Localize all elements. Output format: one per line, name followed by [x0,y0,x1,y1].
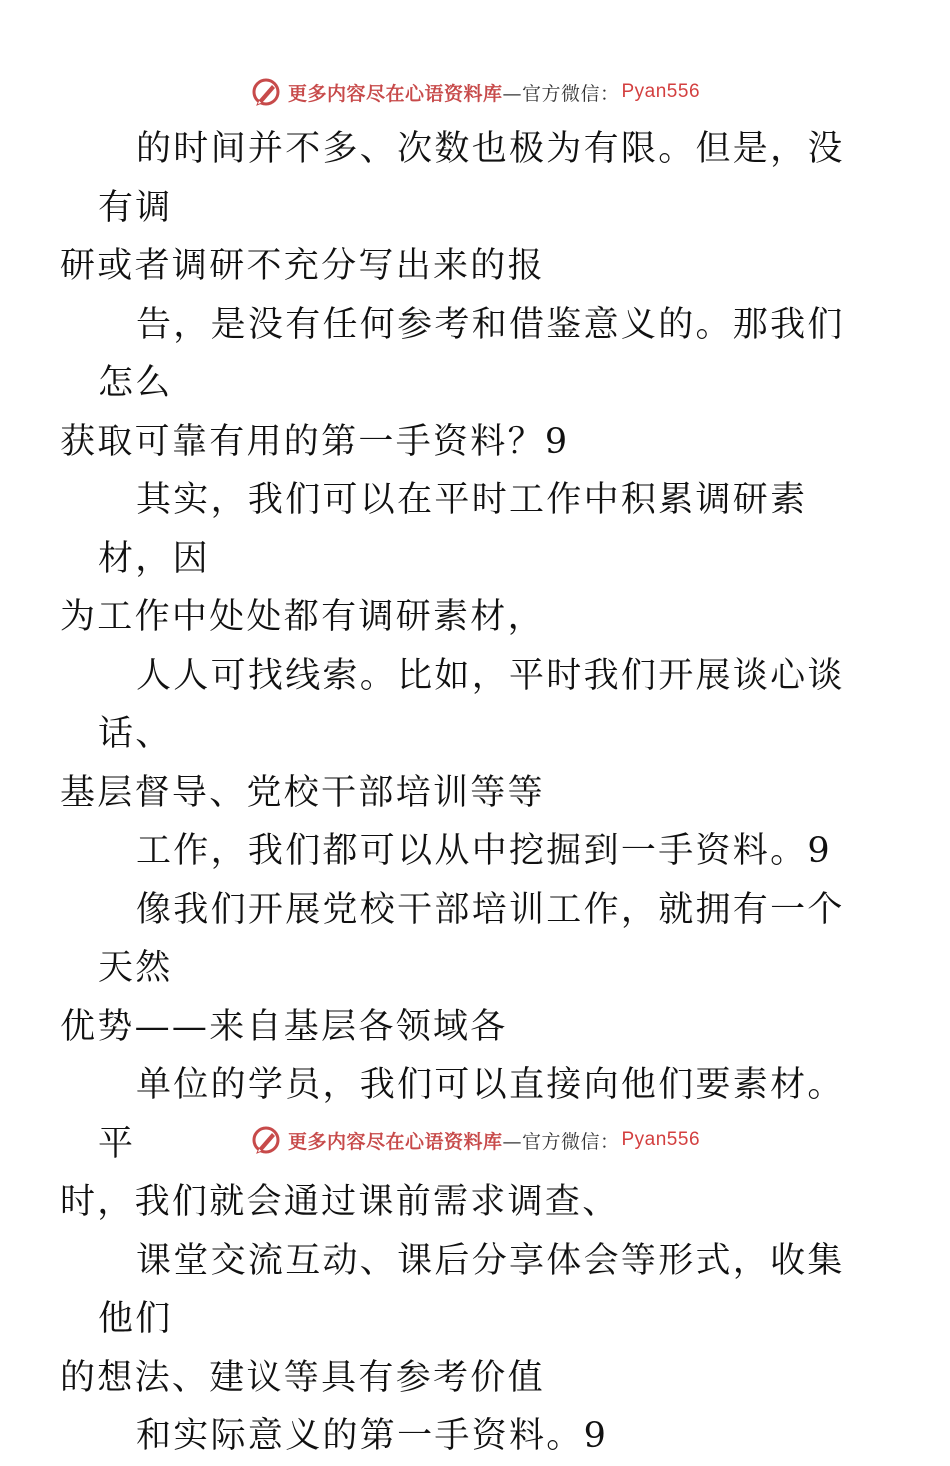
header-site-name: 更多内容尽在心语资料库 [287,82,503,105]
paragraph-line: 的时间并不多、次数也极为有限。但是，没有调 [98,129,845,228]
footer-banner [0,1120,950,1160]
paragraph-line: 像我们开展党校干部培训工作，就拥有一个天然 [98,889,845,988]
paragraph-line: 人人可找线索。比如，平时我们开展谈心谈话、 [98,655,845,754]
paragraph [60,1232,858,1408]
footer-banner-text [288,1127,700,1154]
paragraph-line: 的想法、建议等具有参考价值 [60,1357,545,1398]
paragraph-line: 获取可靠有用的第一手资料？9 [60,421,570,462]
paragraph-line: 课堂交流互动、课后分享体会等形式，收集他们 [98,1240,845,1339]
pen-circle-logo-icon [250,1124,282,1156]
header-banner-text [288,79,700,106]
footer-wechat-label: —官方微信： [502,1130,620,1153]
header-banner [0,72,950,112]
paragraph [60,296,858,472]
paragraph-line: 基层督导、党校干部培训等等 [60,772,545,813]
paragraph-line: 优势——来自基层各领域各 [60,1006,508,1047]
header-wechat-id: Pyan556 [621,81,701,102]
paragraph-line: 工作，我们都可以从中挖掘到一手资料。9 [136,831,832,871]
paragraph-line: 为工作中处处都有调研素材， [60,597,545,637]
paragraph [98,822,858,881]
paragraph-line: 单位的学员，我们可以直接向他们要素材。平 [98,1065,845,1164]
paragraph-line: 时，我们就会通过课前需求调查、 [60,1182,620,1222]
footer-wechat-id: Pyan556 [621,1129,701,1150]
paragraph [98,1407,858,1466]
paragraph [60,471,858,647]
pen-circle-logo-icon [250,76,282,108]
paragraph-line: 其实，我们可以在平时工作中积累调研素材，因 [98,480,808,579]
paragraph-line: 研或者调研不充分写出来的报 [60,246,545,286]
header-wechat-label: —官方微信： [502,82,620,105]
paragraph [60,120,858,296]
paragraph [60,881,858,1057]
paragraph-line: 告，是没有任何参考和借鉴意义的。那我们怎么 [98,304,845,403]
document-body [60,120,858,1466]
paragraph [60,647,858,823]
footer-site-name: 更多内容尽在心语资料库 [287,1130,503,1153]
paragraph-line: 和实际意义的第一手资料。9 [136,1416,609,1456]
